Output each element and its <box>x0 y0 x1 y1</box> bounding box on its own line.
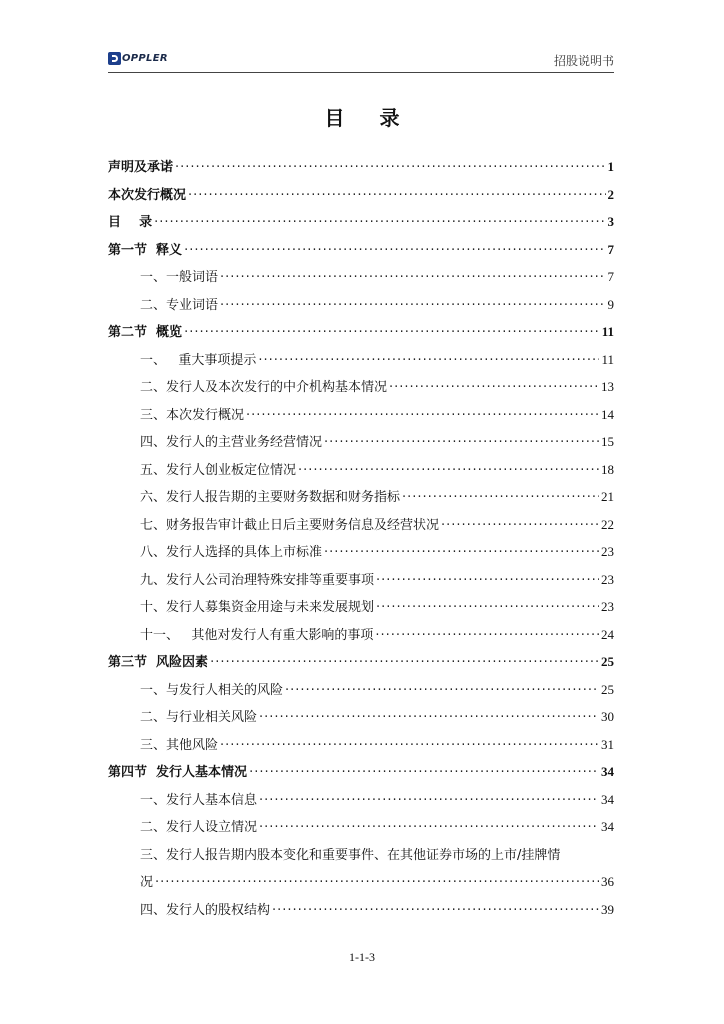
toc-leader <box>376 573 599 588</box>
toc-entry-label: 四、发行人的股权结构 <box>140 903 271 918</box>
toc-entry-listing-standard[interactable] <box>108 541 614 561</box>
toc-leader <box>441 518 599 533</box>
company-logo <box>108 52 168 65</box>
toc-page-number: 13 <box>601 379 614 394</box>
toc-leader <box>184 243 605 258</box>
toc-leader <box>259 710 599 725</box>
toc-leader <box>272 903 599 918</box>
toc-page-number: 18 <box>601 462 614 477</box>
toc-entry-label: 二、发行人及本次发行的中介机构基本情况 <box>140 380 388 395</box>
toc-entry-label: 一、与发行人相关的风险 <box>140 683 284 698</box>
toc-page-number: 11 <box>601 352 614 367</box>
toc-leader <box>249 765 599 780</box>
toc-entry-label: 六、发行人报告期的主要财务数据和财务指标 <box>140 490 401 505</box>
toc-page-number: 7 <box>607 242 614 257</box>
toc-entry-offering-summary[interactable] <box>108 404 614 424</box>
toc-entry-label: 七、财务报告审计截止日后主要财务信息及经营状况 <box>140 518 440 533</box>
toc-entry-label: 二、专业词语 <box>140 298 219 313</box>
toc-leader <box>220 738 599 753</box>
toc-entry-label: 目 录 <box>108 215 153 230</box>
toc-leader <box>376 600 599 615</box>
toc-entry-label: 五、发行人创业板定位情况 <box>140 463 297 478</box>
toc-leader <box>246 408 599 423</box>
toc-entry-equity-structure[interactable] <box>108 899 614 919</box>
toc-leader <box>259 793 599 808</box>
toc-entry-technical-terms[interactable] <box>108 294 614 314</box>
toc-page-number: 36 <box>601 874 614 889</box>
toc-page-number: 9 <box>607 297 614 312</box>
toc-entry-label: 九、发行人公司治理特殊安排等重要事项 <box>140 573 375 588</box>
toc-entry-label: 本次发行概况 <box>108 188 187 203</box>
toc-leader <box>184 325 600 340</box>
toc-entry-label: 十、发行人募集资金用途与未来发展规划 <box>140 600 375 615</box>
toc-entry-label: 第四节 发行人基本情况 <box>108 765 248 780</box>
toc-entry-offering-overview[interactable] <box>108 184 614 204</box>
toc-page-number: 24 <box>601 627 614 642</box>
toc-entry-general-terms[interactable] <box>108 266 614 286</box>
toc-entry-label: 二、发行人设立情况 <box>140 820 258 835</box>
toc-page-number: 15 <box>601 434 614 449</box>
toc-page-number: 39 <box>601 902 614 917</box>
toc-entry-label: 一、一般词语 <box>140 270 219 285</box>
toc-entry-governance[interactable] <box>108 569 614 589</box>
toc-leader <box>154 215 605 230</box>
toc-leader <box>175 160 605 175</box>
toc-page-number: 2 <box>607 187 614 202</box>
toc-entry-industry-risks[interactable] <box>108 706 614 726</box>
document-type: 招股说明书 <box>553 54 614 68</box>
toc-entry-establishment[interactable] <box>108 816 614 836</box>
toc-leader <box>375 628 599 643</box>
toc-page-number: 7 <box>607 269 614 284</box>
toc-entry-fund-use[interactable] <box>108 596 614 616</box>
toc-entry-intermediaries[interactable] <box>108 376 614 396</box>
toc-entry-label: 四、发行人的主营业务经营情况 <box>140 435 323 450</box>
toc-entry-label: 二、与行业相关风险 <box>140 710 258 725</box>
toc-page-number: 21 <box>601 489 614 504</box>
toc-page-number: 14 <box>601 407 614 422</box>
toc-entry-basic-info[interactable] <box>108 789 614 809</box>
toc-entry-major-matters[interactable] <box>108 349 614 369</box>
toc-leader <box>258 353 599 368</box>
toc-leader <box>298 463 599 478</box>
toc-entry-label: 一、发行人基本信息 <box>140 793 258 808</box>
toc-entry-post-audit[interactable] <box>108 514 614 534</box>
toc-entry-share-capital[interactable] <box>108 871 614 891</box>
toc-entry-section-3[interactable] <box>108 651 614 671</box>
toc-leader <box>220 298 605 313</box>
toc-page-number: 25 <box>601 682 614 697</box>
toc-entry-section-2[interactable] <box>108 321 614 341</box>
toc-leader <box>220 270 605 285</box>
toc-page-number: 25 <box>601 654 614 669</box>
toc-entry-label: 三、其他风险 <box>140 738 219 753</box>
toc-leader <box>324 545 599 560</box>
toc-entry-label: 第三节 风险因素 <box>108 655 209 670</box>
toc-leader <box>155 875 599 890</box>
toc-entry-section-1[interactable] <box>108 239 614 259</box>
toc-page-number: 22 <box>601 517 614 532</box>
toc-entry-main-business[interactable] <box>108 431 614 451</box>
toc-leader <box>188 188 605 203</box>
toc-leader <box>285 683 599 698</box>
toc-entry-share-capital-line1[interactable]: 三、发行人报告期内股本变化和重要事件、在其他证券市场的上市/挂牌情 <box>140 848 561 863</box>
toc-entry-chinext-positioning[interactable] <box>108 459 614 479</box>
toc-page-number: 34 <box>601 764 614 779</box>
toc-entry-label: 声明及承诺 <box>108 160 174 175</box>
header-divider <box>108 72 614 73</box>
toc-page-number: 23 <box>601 572 614 587</box>
page-header <box>108 50 614 70</box>
toc-entry-financial-data[interactable] <box>108 486 614 506</box>
page-title: 目 录 <box>324 106 414 130</box>
toc-entry-statement[interactable] <box>108 156 614 176</box>
page-footer-number: 1-1-3 <box>349 950 375 964</box>
toc-page-number: 11 <box>601 324 614 339</box>
toc-page-number: 23 <box>601 544 614 559</box>
toc-entry-label: 八、发行人选择的具体上市标准 <box>140 545 323 560</box>
toc-entry-label: 一、 重大事项提示 <box>140 353 257 368</box>
logo-text: OPPLER <box>122 53 168 64</box>
toc-leader <box>324 435 599 450</box>
toc-page-number: 30 <box>601 709 614 724</box>
toc-page-number: 1 <box>607 159 614 174</box>
toc-page-number: 34 <box>601 792 614 807</box>
toc-entry-label: 三、本次发行概况 <box>140 408 245 423</box>
toc-entry-contents[interactable] <box>108 211 614 231</box>
toc-page-number: 23 <box>601 599 614 614</box>
toc-page-number: 3 <box>607 214 614 229</box>
toc-entry-label: 十一、 其他对发行人有重大影响的事项 <box>140 628 374 643</box>
toc-page-number: 31 <box>601 737 614 752</box>
toc-entry-label: 第二节 概览 <box>108 325 183 340</box>
toc-leader <box>402 490 599 505</box>
toc-entry-section-4[interactable] <box>108 761 614 781</box>
toc-entry-issuer-risks[interactable] <box>108 679 614 699</box>
toc-leader <box>210 655 599 670</box>
toc-entry-other-risks[interactable] <box>108 734 614 754</box>
toc-leader <box>389 380 599 395</box>
toc-page-number: 34 <box>601 819 614 834</box>
logo-d-icon <box>108 52 121 65</box>
toc-leader <box>259 820 599 835</box>
toc-entry-label: 况 <box>140 875 154 890</box>
toc-entry-other-matters[interactable] <box>108 624 614 644</box>
toc-entry-label: 第一节 释义 <box>108 243 183 258</box>
